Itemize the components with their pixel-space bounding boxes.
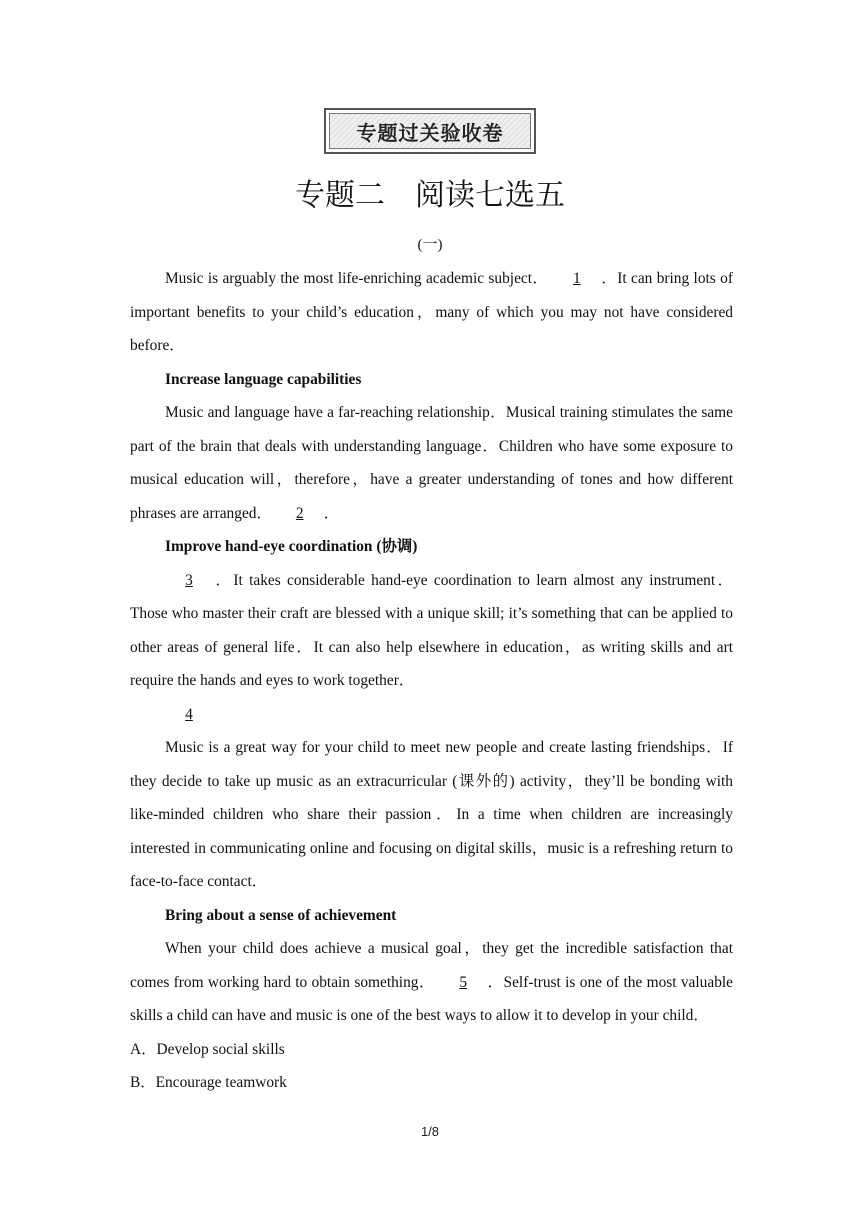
heading-coordination: Improve hand-eye coordination (协调): [165, 538, 418, 555]
page-title: [0, 170, 860, 214]
heading-language: Increase language capabilities: [165, 370, 362, 388]
paragraph-achievement: [130, 932, 733, 1033]
paragraph-text: ．It takes considerable hand-eye coordination to learn almost any instrument． Those who master their craft are blessed with a unique skill; it’s something that can be applied to other areas of general life．It can also help elsewhere in education，as writing skills and art require the hands and eyes to work together．: [130, 571, 733, 689]
paragraph-text: Music and language have a far-reaching relationship．Musical training stimulates the same part of the brain that deals with understanding language．Children who have some exposure to musical education will，therefore，have a greater understanding of tones and how different phrases are arranged．: [130, 404, 733, 522]
heading-achievement: Bring about a sense of achievement: [165, 906, 397, 924]
blank-4: 4: [185, 705, 193, 723]
paragraph-text: ．: [323, 504, 340, 522]
paragraph-text: ．Self-trust is one of the most valuable skills a child can have and music is one of the best ways to allow it to develop in your child．: [130, 973, 733, 1024]
paragraph-coordination: [130, 564, 733, 698]
badge-panel: [329, 113, 531, 149]
paragraph-intro: [130, 262, 733, 363]
paragraph-text: When your child does achieve a musical goal，they get the incredible satisfaction that comes from working hard to obtain something．: [130, 940, 733, 991]
page-number: 1/8: [420, 1124, 440, 1139]
passage-body: [130, 262, 733, 1100]
badge-label: 专题过关验收卷: [356, 120, 504, 145]
blank-3: 3: [185, 571, 193, 589]
paragraph-language: [130, 396, 733, 530]
paragraph-text: ．It can bring lots of important benefits to your child’s education，many of which you may not have considered before．: [130, 270, 733, 354]
passage-number: (一): [417, 237, 443, 253]
option-a: A．Develop social skills: [130, 1040, 285, 1058]
blank-1: 1: [572, 270, 581, 287]
blank-5: 5: [459, 973, 468, 991]
title-part-1: 专题二: [295, 178, 385, 213]
paragraph-social: Music is a great way for your child to meet new people and create lasting friendships．If they decide to take up music as an extracurricular (课外的) activity，they’ll be bonding with like-minded children who share their passion．In a time when children are increasingly interested in communicating online and focusing on digital skills，music is a refreshing return to face-to-face contact．: [130, 739, 733, 890]
paragraph-text: Music is arguably the most life-enriching academic subject．: [165, 270, 549, 287]
option-b: B．Encourage teamwork: [130, 1074, 287, 1091]
blank-2: 2: [295, 504, 304, 522]
title-part-2: 阅读七选五: [415, 178, 565, 213]
heading-blank-4: [130, 698, 733, 732]
section-badge: [324, 108, 536, 154]
